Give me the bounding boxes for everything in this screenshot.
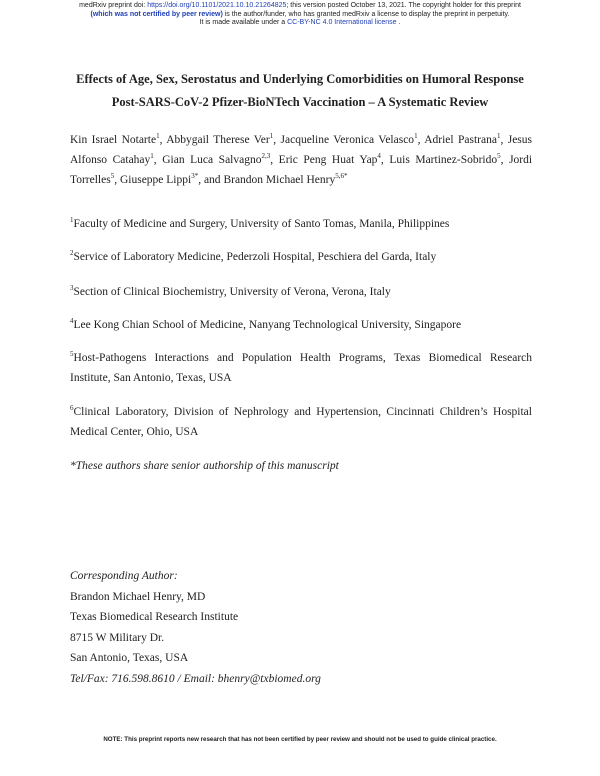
author-list [70, 130, 532, 190]
author-separator: , [500, 134, 508, 146]
author-name: Gian Luca Salvagno [162, 154, 262, 166]
author-separator: , [114, 174, 120, 186]
affiliation-5 [70, 348, 532, 388]
affiliation-text: Host-Pathogens Interactions and Population Health Programs, Texas Biomedical Research Institute, San Antonio, Texas, USA [70, 352, 532, 384]
author-separator: , [159, 134, 167, 146]
author-affiliation-marker: 3* [191, 172, 199, 181]
affiliation-number: 3 [70, 284, 74, 293]
author-name: Eric Peng Huat Yap [278, 154, 378, 166]
affiliation-number: 4 [70, 317, 74, 326]
author [424, 134, 508, 146]
corresponding-institute: Texas Biomedical Research Institute [70, 611, 239, 623]
senior-authorship-note: *These authors share senior authorship of this manuscript [70, 460, 339, 472]
banner-line-3 [0, 19, 600, 28]
author-separator: , and [198, 174, 224, 186]
corresponding-city: San Antonio, Texas, USA [70, 652, 189, 664]
affiliation-text: Faculty of Medicine and Surgery, University of Santo Tomas, Manila, Philippines [73, 218, 450, 230]
affiliation-number: 1 [70, 216, 74, 225]
corresponding-name: Brandon Michael Henry, MD [70, 590, 206, 603]
author-name: Jesus Alfonso Catahay [70, 134, 532, 166]
author [120, 174, 223, 186]
author [281, 134, 425, 146]
author-affiliation-marker: 1 [414, 132, 418, 141]
affiliation-text: Service of Laboratory Medicine, Pederzoli Hospital, Peschiera del Garda, Italy [73, 251, 437, 263]
author-separator: , [270, 154, 279, 166]
license-link[interactable]: CC-BY-NC 4.0 International license [287, 19, 397, 26]
author-affiliation-marker: 1 [269, 132, 274, 141]
author-name: Luis Martinez-Sobrido [389, 154, 498, 166]
affiliation-text: Section of Clinical Biochemistry, University of Verona, Verona, Italy [73, 286, 391, 298]
author-separator: , [500, 154, 510, 166]
affiliation-text: Lee Kong Chian School of Medicine, Nanyang Technological University, Singapore [73, 319, 462, 331]
peer-review-footer-note: NOTE: This preprint reports new research that has not been certified by peer review and should not be used to guide clinical practice. [103, 736, 497, 743]
author [166, 134, 280, 146]
peer-review-notice: (which was not certified by peer review) [90, 10, 223, 18]
author-name: Adriel Pastrana [424, 134, 497, 146]
affiliation-number: 2 [70, 249, 74, 258]
author-separator: , [417, 134, 425, 146]
affiliation-4 [70, 315, 532, 335]
author-name: Giuseppe Lippi [119, 174, 192, 186]
corresponding-author-block [70, 566, 532, 689]
preprint-banner [0, 2, 600, 28]
affiliation-text: Clinical Laboratory, Division of Nephrology and Hypertension, Cincinnati Children’s Hospital Medical Center, Ohio, USA [70, 406, 532, 438]
corresponding-street: 8715 W Military Dr. [70, 631, 165, 644]
banner-line-2 [0, 11, 600, 20]
banner-period: . [396, 19, 401, 26]
author-name: Kin Israel Notarte [70, 134, 157, 146]
author [162, 154, 278, 166]
author [279, 154, 390, 166]
affiliation-6 [70, 402, 532, 442]
author-name: Brandon Michael Henry [223, 174, 336, 186]
corresponding-contact: Tel/Fax: 716.598.8610 / Email: bhenry@txbiomed.org [70, 672, 321, 685]
author-name: Abbygail Therese Ver [166, 134, 270, 146]
author-affiliation-marker: 4 [377, 152, 381, 161]
affiliation-3 [70, 282, 532, 302]
author-affiliation-marker: 5,6* [335, 172, 348, 181]
author-affiliation-marker: 5 [497, 152, 501, 161]
author-separator: , [380, 154, 390, 166]
banner-doi-prefix: medRxiv preprint doi: [79, 2, 148, 9]
banner-posted-text: ; this version posted October 13, 2021. The copyright holder for this preprint [286, 2, 521, 9]
author-separator: , [153, 154, 163, 166]
author [389, 154, 509, 166]
author-affiliation-marker: 5 [110, 172, 115, 181]
author-name: Jordi Torrelles [70, 154, 533, 186]
corresponding-heading: Corresponding Author: [70, 570, 178, 582]
author-name: Jacqueline Veronica Velasco [280, 134, 415, 146]
author-affiliation-marker: 2,3 [261, 152, 271, 161]
banner-available-text: It is made available under a [199, 19, 288, 26]
author-affiliation-marker: 1 [150, 152, 154, 161]
affiliation-number: 5 [70, 350, 74, 359]
author-affiliation-marker: 1 [156, 132, 160, 141]
author [70, 134, 166, 146]
author-separator: , [273, 134, 281, 146]
banner-line-1 [0, 2, 600, 11]
paper-title [0, 68, 600, 114]
title-line-2: Post-SARS-CoV-2 Pfizer-BioNTech Vaccination – A Systematic Review [111, 95, 489, 109]
banner-license-text: is the author/funder, who has granted medRxiv a license to display the preprint in perpetuity. [222, 10, 510, 18]
author [223, 174, 347, 186]
affiliation-1 [70, 214, 532, 234]
affiliation-number: 6 [70, 404, 74, 413]
author-affiliation-marker: 1 [496, 132, 501, 141]
title-line-1: Effects of Age, Sex, Serostatus and Underlying Comorbidities on Humoral Response [76, 72, 524, 86]
affiliation-2 [70, 247, 532, 267]
doi-link[interactable]: https://doi.org/10.1101/2021.10.10.21264825 [147, 2, 287, 9]
